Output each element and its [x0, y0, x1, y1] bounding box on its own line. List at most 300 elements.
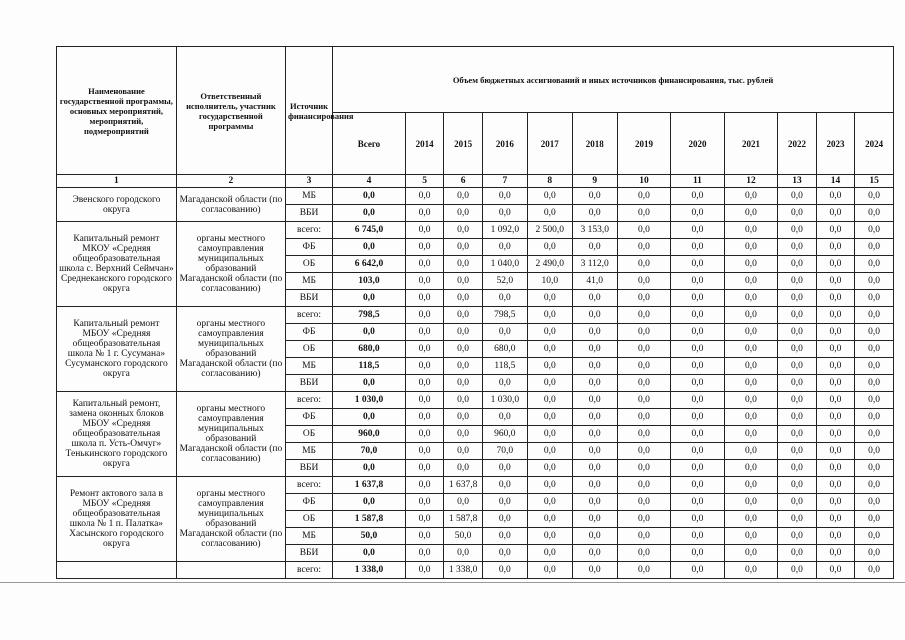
year-value-cell: 0,0: [778, 307, 817, 324]
source-cell: МБ: [286, 273, 333, 290]
year-value-cell: 0,0: [816, 460, 855, 477]
year-value-cell: 0,0: [444, 324, 483, 341]
column-number: 2: [176, 175, 285, 188]
year-value-cell: 0,0: [527, 375, 572, 392]
header-executor: Ответственный исполнитель, участник государственной программы: [176, 47, 285, 175]
header-year: 2019: [617, 113, 671, 175]
budget-table: [56, 46, 894, 579]
year-value-cell: 0,0: [527, 409, 572, 426]
year-value-cell: 0,0: [778, 188, 817, 205]
source-cell: ОБ: [286, 426, 333, 443]
year-value-cell: 0,0: [405, 409, 444, 426]
year-value-cell: 0,0: [855, 188, 894, 205]
column-number-row: [57, 175, 894, 188]
source-cell: всего:: [286, 477, 333, 494]
year-value-cell: 0,0: [444, 341, 483, 358]
year-value-cell: 0,0: [778, 443, 817, 460]
year-value-cell: 0,0: [671, 392, 725, 409]
year-value-cell: 0,0: [405, 545, 444, 562]
year-value-cell: 0,0: [778, 409, 817, 426]
year-value-cell: 0,0: [855, 477, 894, 494]
year-value-cell: 0,0: [482, 205, 527, 222]
total-cell: 0,0: [333, 545, 406, 562]
year-value-cell: 0,0: [724, 290, 778, 307]
year-value-cell: 118,5: [482, 358, 527, 375]
year-value-cell: 0,0: [724, 341, 778, 358]
total-cell: 0,0: [333, 409, 406, 426]
year-value-cell: 0,0: [816, 494, 855, 511]
year-value-cell: 0,0: [671, 324, 725, 341]
year-value-cell: 0,0: [724, 188, 778, 205]
year-value-cell: 0,0: [405, 290, 444, 307]
year-value-cell: 0,0: [855, 494, 894, 511]
header-year: 2015: [444, 113, 483, 175]
source-cell: МБ: [286, 188, 333, 205]
year-value-cell: 0,0: [778, 239, 817, 256]
year-value-cell: 0,0: [527, 358, 572, 375]
year-value-cell: 0,0: [671, 562, 725, 579]
year-value-cell: 0,0: [816, 188, 855, 205]
year-value-cell: 0,0: [405, 358, 444, 375]
header-year: 2017: [527, 113, 572, 175]
year-value-cell: 0,0: [855, 273, 894, 290]
year-value-cell: 3 112,0: [572, 256, 617, 273]
year-value-cell: 3 153,0: [572, 222, 617, 239]
year-value-cell: 0,0: [527, 426, 572, 443]
year-value-cell: 0,0: [778, 256, 817, 273]
year-value-cell: 0,0: [855, 341, 894, 358]
year-value-cell: 0,0: [482, 528, 527, 545]
year-value-cell: 0,0: [444, 290, 483, 307]
year-value-cell: 0,0: [816, 290, 855, 307]
executor-cell: [176, 562, 285, 579]
year-value-cell: 0,0: [855, 324, 894, 341]
year-value-cell: 1 637,8: [444, 477, 483, 494]
header-volume: Объем бюджетных ассигнований и иных источников финансирования, тыс. рублей: [333, 47, 894, 113]
year-value-cell: 0,0: [444, 443, 483, 460]
year-value-cell: 0,0: [816, 392, 855, 409]
year-value-cell: 0,0: [724, 375, 778, 392]
total-cell: 0,0: [333, 494, 406, 511]
source-cell: ВБИ: [286, 290, 333, 307]
year-value-cell: 0,0: [855, 426, 894, 443]
year-value-cell: 0,0: [482, 375, 527, 392]
year-value-cell: 0,0: [572, 545, 617, 562]
year-value-cell: 0,0: [855, 358, 894, 375]
total-cell: 6 642,0: [333, 256, 406, 273]
year-value-cell: 680,0: [482, 341, 527, 358]
year-value-cell: 0,0: [855, 460, 894, 477]
year-value-cell: 0,0: [816, 477, 855, 494]
year-value-cell: 0,0: [444, 545, 483, 562]
year-value-cell: 0,0: [572, 307, 617, 324]
executor-cell: органы местного самоуправления муниципальных образований Магаданской области (по согласованию): [176, 307, 285, 392]
year-value-cell: 0,0: [724, 324, 778, 341]
year-value-cell: 0,0: [855, 545, 894, 562]
year-value-cell: 0,0: [778, 392, 817, 409]
year-value-cell: 0,0: [724, 205, 778, 222]
year-value-cell: 0,0: [572, 528, 617, 545]
source-cell: ФБ: [286, 494, 333, 511]
year-value-cell: 0,0: [617, 307, 671, 324]
year-value-cell: 0,0: [572, 477, 617, 494]
year-value-cell: 0,0: [778, 562, 817, 579]
year-value-cell: 0,0: [572, 239, 617, 256]
year-value-cell: 1 338,0: [444, 562, 483, 579]
year-value-cell: 0,0: [778, 222, 817, 239]
column-number: 4: [333, 175, 406, 188]
source-cell: ВБИ: [286, 375, 333, 392]
year-value-cell: 0,0: [405, 341, 444, 358]
year-value-cell: 0,0: [617, 528, 671, 545]
program-name-cell: [57, 562, 177, 579]
year-value-cell: 0,0: [617, 477, 671, 494]
year-value-cell: 0,0: [482, 562, 527, 579]
column-number: 12: [724, 175, 778, 188]
year-value-cell: 0,0: [617, 358, 671, 375]
year-value-cell: 10,0: [527, 273, 572, 290]
header-year: 2014: [405, 113, 444, 175]
year-value-cell: 0,0: [617, 562, 671, 579]
year-value-cell: 0,0: [527, 545, 572, 562]
source-cell: всего:: [286, 307, 333, 324]
year-value-cell: 0,0: [527, 324, 572, 341]
total-cell: 0,0: [333, 460, 406, 477]
total-cell: 960,0: [333, 426, 406, 443]
year-value-cell: 0,0: [617, 443, 671, 460]
header-year: 2022: [778, 113, 817, 175]
year-value-cell: 0,0: [617, 324, 671, 341]
year-value-cell: 0,0: [816, 409, 855, 426]
source-cell: ФБ: [286, 239, 333, 256]
year-value-cell: 0,0: [405, 205, 444, 222]
year-value-cell: 0,0: [444, 273, 483, 290]
header-year: 2016: [482, 113, 527, 175]
year-value-cell: 0,0: [444, 256, 483, 273]
year-value-cell: 0,0: [724, 358, 778, 375]
year-value-cell: 0,0: [855, 307, 894, 324]
year-value-cell: 0,0: [572, 205, 617, 222]
source-cell: ВБИ: [286, 545, 333, 562]
year-value-cell: 0,0: [671, 273, 725, 290]
year-value-cell: 0,0: [816, 545, 855, 562]
total-cell: 0,0: [333, 375, 406, 392]
year-value-cell: 0,0: [671, 545, 725, 562]
year-value-cell: 0,0: [778, 494, 817, 511]
year-value-cell: 0,0: [778, 324, 817, 341]
year-value-cell: 0,0: [527, 511, 572, 528]
source-cell: ВБИ: [286, 460, 333, 477]
year-value-cell: 0,0: [671, 188, 725, 205]
year-value-cell: 0,0: [527, 205, 572, 222]
year-value-cell: 0,0: [671, 409, 725, 426]
year-value-cell: 0,0: [855, 290, 894, 307]
year-value-cell: 0,0: [816, 307, 855, 324]
header-year: 2020: [671, 113, 725, 175]
total-cell: 0,0: [333, 290, 406, 307]
year-value-cell: 0,0: [482, 290, 527, 307]
total-cell: 0,0: [333, 188, 406, 205]
year-value-cell: 0,0: [671, 443, 725, 460]
year-value-cell: 0,0: [444, 494, 483, 511]
program-name-cell: Капитальный ремонт МБОУ «Средняя общеобразовательная школа № 1 г. Сусумана» Сусуманского городского округа: [57, 307, 177, 392]
year-value-cell: 0,0: [617, 545, 671, 562]
year-value-cell: 0,0: [855, 562, 894, 579]
column-number: 11: [671, 175, 725, 188]
year-value-cell: 0,0: [444, 205, 483, 222]
year-value-cell: 0,0: [816, 273, 855, 290]
column-number: 6: [444, 175, 483, 188]
year-value-cell: 0,0: [405, 426, 444, 443]
year-value-cell: 0,0: [444, 222, 483, 239]
year-value-cell: 2 490,0: [527, 256, 572, 273]
year-value-cell: 0,0: [617, 188, 671, 205]
source-cell: всего:: [286, 562, 333, 579]
column-number: 1: [57, 175, 177, 188]
total-cell: 0,0: [333, 239, 406, 256]
year-value-cell: 0,0: [816, 222, 855, 239]
year-value-cell: 0,0: [855, 409, 894, 426]
year-value-cell: 0,0: [405, 188, 444, 205]
year-value-cell: 0,0: [778, 273, 817, 290]
total-cell: 1 637,8: [333, 477, 406, 494]
year-value-cell: 0,0: [617, 239, 671, 256]
year-value-cell: 0,0: [724, 392, 778, 409]
year-value-cell: 0,0: [778, 460, 817, 477]
year-value-cell: 0,0: [816, 358, 855, 375]
total-cell: 1 030,0: [333, 392, 406, 409]
year-value-cell: 0,0: [724, 460, 778, 477]
year-value-cell: 0,0: [671, 426, 725, 443]
year-value-cell: 0,0: [671, 290, 725, 307]
year-value-cell: 0,0: [444, 358, 483, 375]
column-number: 8: [527, 175, 572, 188]
source-cell: ОБ: [286, 256, 333, 273]
year-value-cell: 0,0: [527, 562, 572, 579]
year-value-cell: 0,0: [405, 528, 444, 545]
year-value-cell: 0,0: [405, 477, 444, 494]
column-number: 9: [572, 175, 617, 188]
total-cell: 50,0: [333, 528, 406, 545]
year-value-cell: 0,0: [724, 273, 778, 290]
year-value-cell: 0,0: [724, 443, 778, 460]
executor-cell: органы местного самоуправления муниципальных образований Магаданской области (по согласованию): [176, 222, 285, 307]
year-value-cell: 0,0: [855, 528, 894, 545]
year-value-cell: 0,0: [816, 528, 855, 545]
year-value-cell: 0,0: [617, 256, 671, 273]
year-value-cell: 0,0: [724, 409, 778, 426]
year-value-cell: 0,0: [444, 188, 483, 205]
year-value-cell: 0,0: [572, 358, 617, 375]
year-value-cell: 1 092,0: [482, 222, 527, 239]
year-value-cell: 0,0: [482, 494, 527, 511]
year-value-cell: 0,0: [778, 205, 817, 222]
program-name-cell: Эвенского городского округа: [57, 188, 177, 222]
year-value-cell: 0,0: [724, 511, 778, 528]
year-value-cell: 0,0: [482, 239, 527, 256]
year-value-cell: 0,0: [617, 460, 671, 477]
year-value-cell: 0,0: [816, 426, 855, 443]
year-value-cell: 0,0: [482, 545, 527, 562]
source-cell: МБ: [286, 358, 333, 375]
year-value-cell: 0,0: [855, 205, 894, 222]
year-value-cell: 0,0: [572, 409, 617, 426]
year-value-cell: 0,0: [671, 205, 725, 222]
program-name-cell: Капитальный ремонт, замена оконных блоков МБОУ «Средняя общеобразовательная школа п. Усть-Омчуг» Тенькинского городского округа: [57, 392, 177, 477]
source-cell: ОБ: [286, 511, 333, 528]
year-value-cell: 0,0: [778, 341, 817, 358]
year-value-cell: 0,0: [527, 392, 572, 409]
source-cell: МБ: [286, 528, 333, 545]
year-value-cell: 0,0: [855, 511, 894, 528]
program-name-cell: Капитальный ремонт МКОУ «Средняя общеобразовательная школа с. Верхний Сеймчан» Среднеканского городского округа: [57, 222, 177, 307]
year-value-cell: 41,0: [572, 273, 617, 290]
year-value-cell: 0,0: [617, 494, 671, 511]
year-value-cell: 0,0: [617, 392, 671, 409]
year-value-cell: 0,0: [671, 375, 725, 392]
executor-cell: органы местного самоуправления муниципальных образований Магаданской области (по согласованию): [176, 392, 285, 477]
year-value-cell: 0,0: [444, 375, 483, 392]
year-value-cell: 0,0: [617, 205, 671, 222]
header-source: Источник финансирования: [286, 47, 333, 175]
year-value-cell: 0,0: [778, 290, 817, 307]
year-value-cell: 0,0: [572, 494, 617, 511]
year-value-cell: 0,0: [482, 188, 527, 205]
column-number: 14: [816, 175, 855, 188]
year-value-cell: 0,0: [527, 341, 572, 358]
year-value-cell: 0,0: [444, 426, 483, 443]
year-value-cell: 2 500,0: [527, 222, 572, 239]
source-cell: всего:: [286, 222, 333, 239]
year-value-cell: 0,0: [724, 528, 778, 545]
source-cell: ОБ: [286, 341, 333, 358]
year-value-cell: 0,0: [724, 239, 778, 256]
year-value-cell: 0,0: [671, 494, 725, 511]
total-cell: 103,0: [333, 273, 406, 290]
source-cell: всего:: [286, 392, 333, 409]
year-value-cell: 0,0: [572, 290, 617, 307]
year-value-cell: 0,0: [671, 256, 725, 273]
year-value-cell: 0,0: [527, 307, 572, 324]
year-value-cell: 0,0: [405, 256, 444, 273]
source-cell: ФБ: [286, 409, 333, 426]
column-number: 13: [778, 175, 817, 188]
year-value-cell: 0,0: [855, 375, 894, 392]
year-value-cell: 0,0: [816, 562, 855, 579]
year-value-cell: 0,0: [527, 443, 572, 460]
year-value-cell: 52,0: [482, 273, 527, 290]
table-row: [57, 307, 894, 324]
year-value-cell: 0,0: [482, 409, 527, 426]
column-number: 5: [405, 175, 444, 188]
total-cell: 70,0: [333, 443, 406, 460]
year-value-cell: 0,0: [778, 375, 817, 392]
year-value-cell: 0,0: [572, 460, 617, 477]
year-value-cell: 1 030,0: [482, 392, 527, 409]
year-value-cell: 0,0: [617, 341, 671, 358]
year-value-cell: 0,0: [816, 341, 855, 358]
year-value-cell: 0,0: [405, 443, 444, 460]
year-value-cell: 0,0: [444, 392, 483, 409]
table-row: [57, 562, 894, 579]
year-value-cell: 0,0: [671, 341, 725, 358]
year-value-cell: 0,0: [572, 511, 617, 528]
year-value-cell: 0,0: [816, 443, 855, 460]
year-value-cell: 0,0: [671, 222, 725, 239]
source-cell: ВБИ: [286, 205, 333, 222]
page-divider: [0, 582, 905, 583]
program-name-cell: Ремонт актового зала в МБОУ «Средняя общеобразовательная школа № 1 п. Палатка» Хасынского городского округа: [57, 477, 177, 562]
year-value-cell: 0,0: [405, 375, 444, 392]
year-value-cell: 0,0: [724, 426, 778, 443]
year-value-cell: 0,0: [572, 341, 617, 358]
total-cell: 118,5: [333, 358, 406, 375]
year-value-cell: 0,0: [671, 511, 725, 528]
header-year: 2021: [724, 113, 778, 175]
year-value-cell: 960,0: [482, 426, 527, 443]
year-value-cell: 0,0: [724, 545, 778, 562]
table-row: [57, 477, 894, 494]
year-value-cell: 0,0: [527, 528, 572, 545]
year-value-cell: 0,0: [405, 562, 444, 579]
year-value-cell: 0,0: [816, 239, 855, 256]
total-cell: 0,0: [333, 324, 406, 341]
year-value-cell: 0,0: [405, 494, 444, 511]
year-value-cell: 0,0: [527, 239, 572, 256]
year-value-cell: 0,0: [671, 528, 725, 545]
column-number: 10: [617, 175, 671, 188]
year-value-cell: 0,0: [778, 545, 817, 562]
year-value-cell: 0,0: [527, 494, 572, 511]
year-value-cell: 0,0: [482, 477, 527, 494]
year-value-cell: 0,0: [855, 256, 894, 273]
year-value-cell: 0,0: [482, 460, 527, 477]
year-value-cell: 0,0: [778, 358, 817, 375]
table-row: [57, 222, 894, 239]
total-cell: 798,5: [333, 307, 406, 324]
column-number: 7: [482, 175, 527, 188]
year-value-cell: 0,0: [405, 511, 444, 528]
total-cell: 1 587,8: [333, 511, 406, 528]
year-value-cell: 0,0: [816, 205, 855, 222]
year-value-cell: 0,0: [855, 222, 894, 239]
header-year: 2023: [816, 113, 855, 175]
year-value-cell: 0,0: [778, 511, 817, 528]
header-year: 2018: [572, 113, 617, 175]
year-value-cell: 0,0: [617, 426, 671, 443]
year-value-cell: 70,0: [482, 443, 527, 460]
year-value-cell: 0,0: [572, 562, 617, 579]
year-value-cell: 0,0: [671, 358, 725, 375]
header-row: [57, 47, 894, 113]
year-value-cell: 0,0: [572, 375, 617, 392]
header-name: Наименование государственной программы, основных мероприятий, мероприятий, подмероприятий: [57, 47, 177, 175]
year-value-cell: 0,0: [405, 460, 444, 477]
year-value-cell: 0,0: [724, 222, 778, 239]
total-cell: 680,0: [333, 341, 406, 358]
column-number: 3: [286, 175, 333, 188]
header-total: Всего: [333, 113, 406, 175]
year-value-cell: 0,0: [405, 324, 444, 341]
year-value-cell: 0,0: [444, 409, 483, 426]
year-value-cell: 0,0: [724, 494, 778, 511]
year-value-cell: 0,0: [444, 460, 483, 477]
year-value-cell: 0,0: [405, 392, 444, 409]
year-value-cell: 0,0: [617, 409, 671, 426]
year-value-cell: 0,0: [855, 443, 894, 460]
source-cell: ФБ: [286, 324, 333, 341]
year-value-cell: 0,0: [482, 324, 527, 341]
